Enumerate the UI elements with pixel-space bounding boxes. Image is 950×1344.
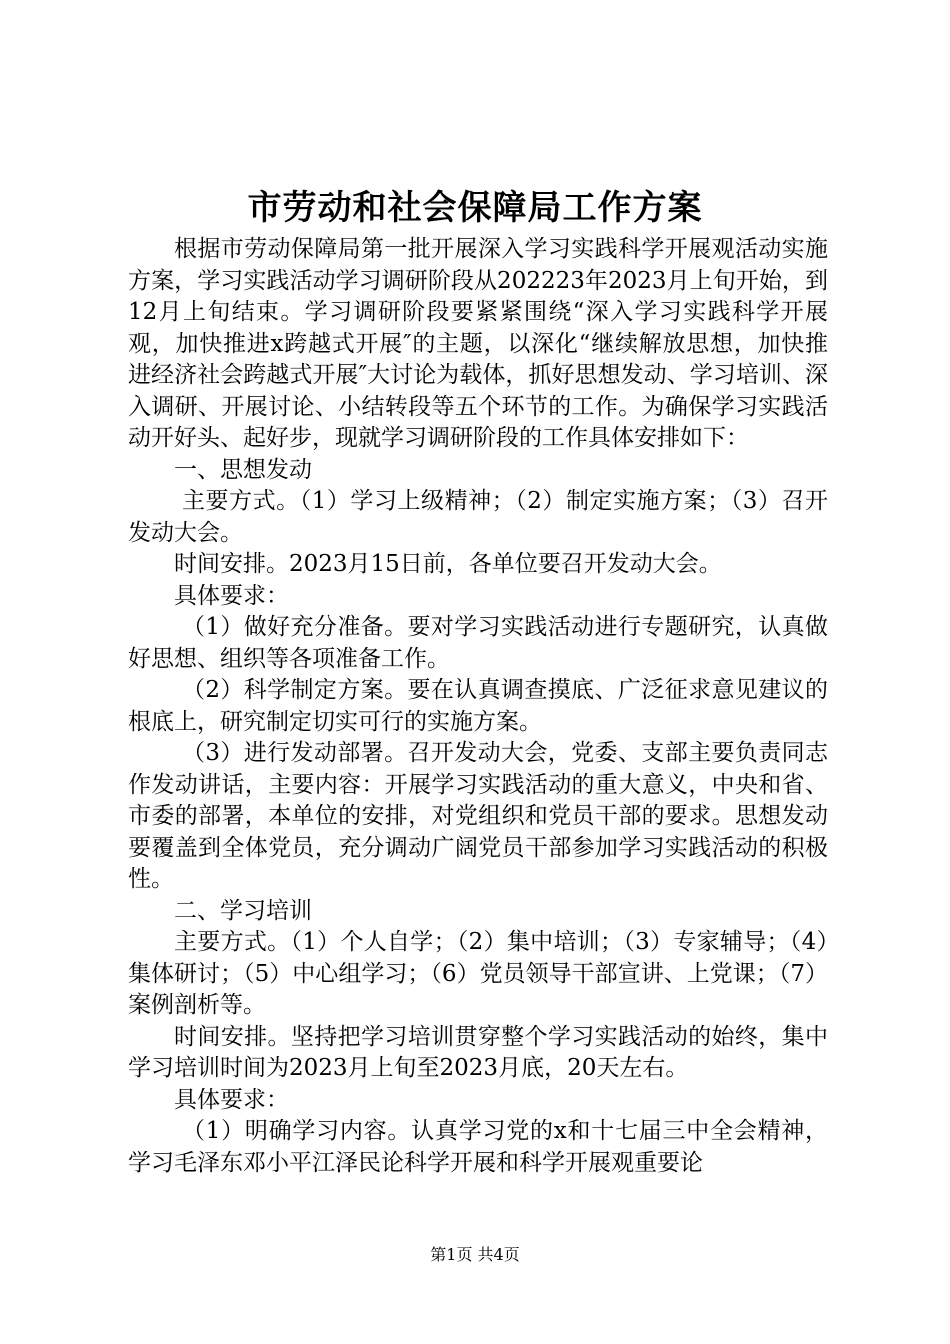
section-heading: 二、学习培训 — [174, 897, 312, 924]
paragraph: 时间安排。2023月15日前，各单位要召开发动大会。 — [174, 551, 722, 577]
paragraph: 具体要求： — [174, 582, 289, 609]
paragraph: （2）科学制定方案。要在认真调查摸底、广泛征求意见建议的根底上，研究制定切实可行的实施方案。 — [128, 677, 828, 735]
section-heading: 一、思想发动 — [174, 456, 312, 483]
document-body — [128, 234, 828, 1179]
paragraph: （1）做好充分准备。要对学习实践活动进行专题研究，认真做好思想、组织等各项准备工作。 — [128, 614, 828, 672]
page-indicator: 第1页 共4页 — [430, 1245, 520, 1264]
paragraph: 时间安排。坚持把学习培训贯穿整个学习实践活动的始终，集中学习培训时间为2023月上旬至2023月底，20天左右。 — [128, 1023, 828, 1081]
paragraph: （3）进行发动部署。召开发动大会，党委、支部主要负责同志作发动讲话，主要内容：开展学习实践活动的重大意义，中央和省、市委的部署，本单位的安排，对党组织和党员干部的要求。思想发动要覆盖到全体党员，充分调动广阔党员干部参加学习实践活动的积极性。 — [128, 740, 828, 892]
paragraph: 根据市劳动保障局第一批开展深入学习实践科学开展观活动实施方案，学习实践活动学习调研阶段从202223年2023月上旬开始，到12月上旬结束。学习调研阶段要紧紧围绕“深入学习实践科学开展观，加快推进x跨越式开展″的主题，以深化“继续解放思想，加快推进经济社会跨越式开展″大讨论为载体，抓好思想发动、学习培训、深入调研、开展讨论、小结转段等五个环节的工作。为确保学习实践活动开好头、起好步，现就学习调研阶段的工作具体安排如下： — [128, 236, 828, 451]
document-title: 市劳动和社会保障局工作方案 — [247, 188, 703, 228]
paragraph: （1）明确学习内容。认真学习党的x和十七届三中全会精神，学习毛泽东邓小平江泽民论科学开展和科学开展观重要论 — [128, 1118, 828, 1176]
paragraph: 主要方式。（1）学习上级精神；（2）制定实施方案；（3）召开发动大会。 — [128, 488, 828, 546]
paragraph: 主要方式。（1）个人自学；（2）集中培训；（3）专家辅导；（4）集体研讨；（5）中心组学习；（6）党员领导干部宣讲、上党课；（7）案例剖析等。 — [128, 929, 828, 1018]
paragraph: 具体要求： — [174, 1086, 289, 1113]
